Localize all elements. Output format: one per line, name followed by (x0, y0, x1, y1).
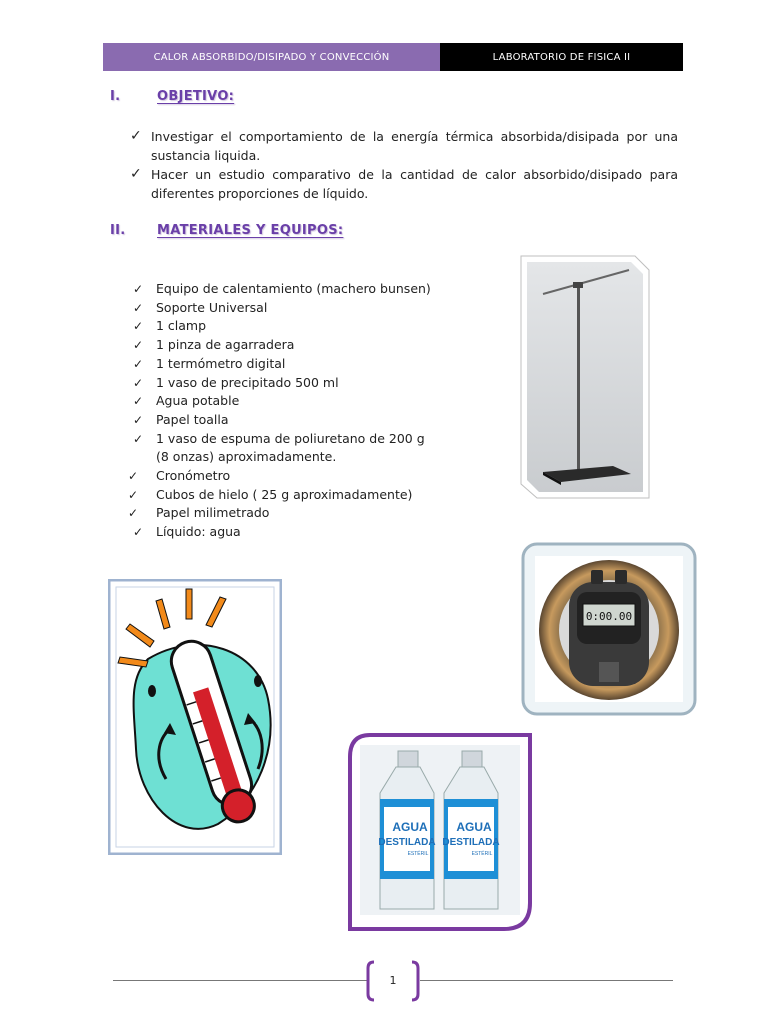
list-item: ✓ Agua potable (128, 392, 488, 411)
checkmark-icon: ✓ (130, 166, 142, 182)
header-left-title: CALOR ABSORBIDO/DISIPADO Y CONVECCIÓN (103, 43, 440, 71)
materials-list (128, 280, 488, 542)
checkmark-icon: ✓ (133, 319, 144, 334)
checkmark-icon: ✓ (133, 338, 144, 353)
checkmark-icon: ✓ (133, 282, 144, 296)
checkmark-icon: ✓ (133, 431, 144, 446)
bottle-label-line1: AGUA (456, 820, 492, 834)
list-item: ✓ 1 vaso de precipitado 500 ml (128, 374, 488, 393)
checkmark-icon: ✓ (133, 300, 144, 315)
section-materiales-heading (110, 223, 343, 238)
list-item: ✓ Líquido: agua (128, 523, 488, 542)
checkmark-icon: ✓ (133, 356, 144, 371)
agua-destilada-bottles-image (348, 733, 532, 931)
bottle-label-sub: ESTÉRIL (471, 851, 493, 857)
checkmark-icon: ✓ (128, 506, 139, 521)
footer-rule-left (113, 980, 368, 981)
list-item: ✓ 1 termómetro digital (128, 355, 488, 374)
bottle-label-sub: ESTÉRIL (407, 851, 429, 857)
stopwatch-image (521, 542, 697, 716)
list-item: ✓ Investigar el comportamiento de la energía térmica absorbida/disipada por una sustancia liquida. (130, 128, 678, 163)
checkmark-icon: ✓ (133, 412, 144, 427)
list-item: ✓ Cubos de hielo ( 25 g aproximadamente) (128, 486, 488, 505)
list-item: ✓ 1 pinza de agarradera (128, 336, 488, 355)
checkmark-icon: ✓ (133, 394, 144, 409)
soporte-universal-image (517, 252, 653, 502)
bottle-label-line2: DESTILADA (378, 837, 436, 848)
checkmark-icon: ✓ (133, 375, 144, 390)
list-item: ✓ Equipo de calentamiento (machero bunsen) (128, 280, 488, 299)
checkmark-icon: ✓ (128, 469, 139, 484)
list-item-continuation: (8 onzas) aproximadamente. (156, 449, 337, 465)
list-item: ✓ Hacer un estudio comparativo de la cantidad de calor absorbido/disipado para diferentes proporciones de líquido. (130, 166, 678, 201)
section-title: OBJETIVO: (157, 89, 235, 104)
list-item: ✓ Cronómetro (128, 467, 488, 486)
checkmark-icon: ✓ (128, 487, 139, 502)
list-item: ✓ Soporte Universal (128, 299, 488, 318)
checkmark-icon: ✓ (133, 525, 144, 540)
list-item: ✓ 1 clamp (128, 317, 488, 336)
footer-rule-right (420, 980, 673, 981)
objectives-list (130, 127, 678, 203)
page-header (103, 43, 683, 71)
list-item: ✓ Papel milimetrado (128, 504, 488, 523)
list-item: ✓ 1 vaso de espuma de poliuretano de 200 g (128, 430, 488, 449)
section-objetivo-heading (110, 89, 234, 104)
list-item: ✓ Papel toalla (128, 411, 488, 430)
section-number: I. (110, 89, 121, 104)
page-number: 1 (389, 973, 397, 987)
header-right-title: LABORATORIO DE FISICA II (440, 43, 683, 71)
bottle-label-line1: AGUA (392, 820, 428, 834)
bottle-label-line2: DESTILADA (442, 837, 500, 848)
section-title: MATERIALES Y EQUIPOS: (157, 223, 344, 238)
section-number: II. (110, 223, 126, 238)
stopwatch-display: 0:00.00 (585, 610, 633, 623)
checkmark-icon: ✓ (130, 128, 142, 144)
thermometer-clipart-image (108, 579, 282, 855)
